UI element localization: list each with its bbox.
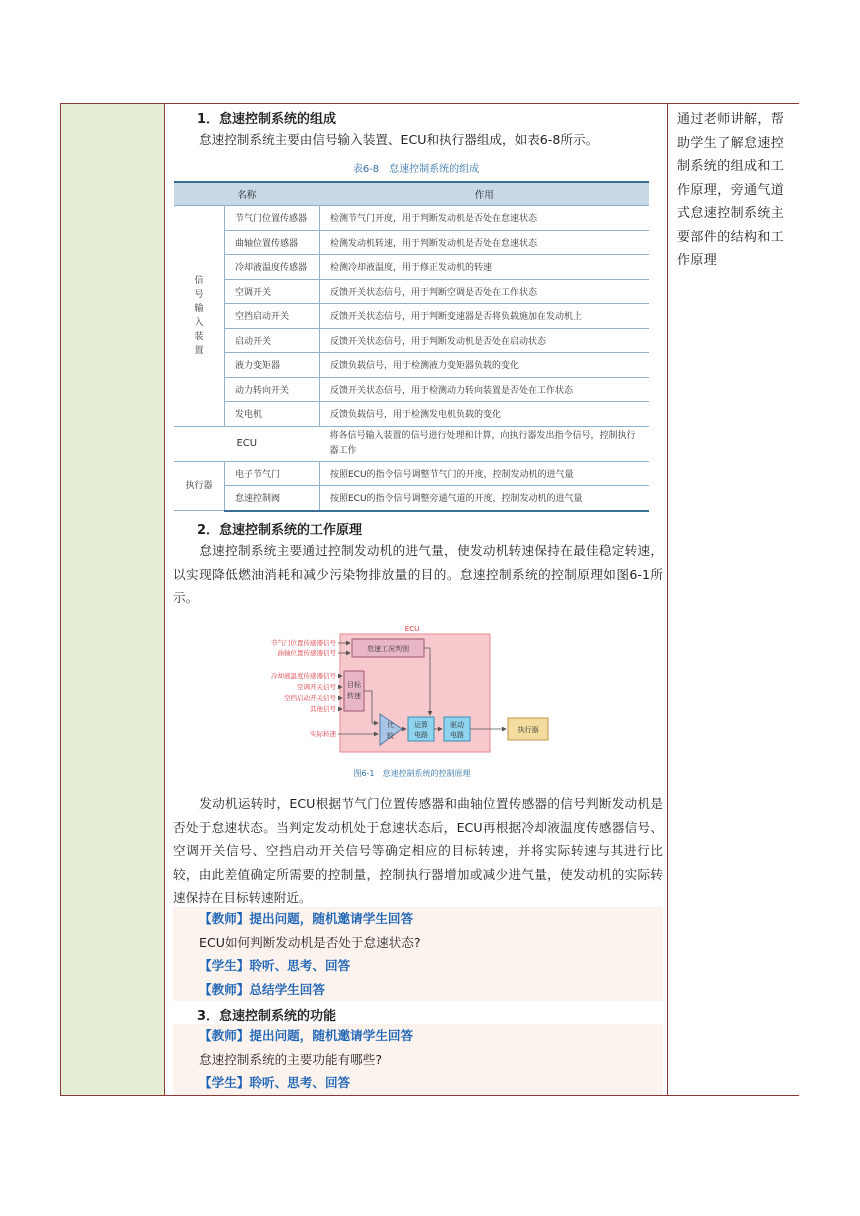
input-label: 其他信号 bbox=[310, 705, 336, 713]
lesson-frame bbox=[60, 103, 799, 1096]
student-response: 【学生】聆听、思考、回答 bbox=[199, 1075, 351, 1090]
target-speed-box bbox=[344, 671, 364, 711]
drive-text-1: 驱动 bbox=[450, 721, 464, 729]
row-name: 怠速控制阀 bbox=[225, 486, 320, 511]
row-func: 反馈开关状态信号，用于判断变速器是否将负载施加在发动机上 bbox=[320, 304, 650, 329]
target-speed-text-1: 目标 bbox=[347, 681, 361, 689]
teacher-summary: 【教师】总结学生回答 bbox=[199, 981, 325, 997]
table-row bbox=[174, 486, 649, 511]
row-func: 反馈负载信号，用于检测发电机负载的变化 bbox=[320, 402, 650, 427]
figure-caption: 图6-1 怠速控制系统的控制原理 bbox=[353, 769, 471, 778]
row-name: 电子节气门 bbox=[225, 461, 320, 486]
section1-intro: 怠速控制系统主要由信号输入装置、ECU和执行器组成，如表6-8所示。 bbox=[199, 132, 599, 147]
row-func: 按照ECU的指令信号调整旁通气道的开度，控制发动机的进气量 bbox=[320, 486, 650, 511]
row-name: 液力变矩器 bbox=[225, 353, 320, 378]
section2-heading: 2．怠速控制系统的工作原理 bbox=[197, 523, 363, 538]
row-func: 反馈开关状态信号，用于检测动力转向装置是否处在工作状态 bbox=[320, 377, 650, 402]
table-row bbox=[174, 206, 649, 231]
target-speed-text-2: 转速 bbox=[347, 692, 361, 700]
row-name: 发电机 bbox=[225, 402, 320, 427]
compare-text-1: 比 bbox=[387, 721, 394, 729]
left-column bbox=[61, 104, 165, 1095]
row-func: 反馈负载信号，用于检测液力变矩器负载的变化 bbox=[320, 353, 650, 378]
row-func: 检测冷却液温度，用于修正发动机的转速 bbox=[320, 255, 650, 280]
row-func: 检测发动机转速，用于判断发动机是否处在怠速状态 bbox=[320, 230, 650, 255]
question-text: ECU如何判断发动机是否处于怠速状态? bbox=[199, 934, 421, 950]
group-input-label: 信号输入装置 bbox=[174, 206, 225, 427]
qa-block-1 bbox=[173, 907, 663, 1001]
row-name: 动力转向开关 bbox=[225, 377, 320, 402]
section2-para1: 怠速控制系统主要通过控制发动机的进气量，使发动机转速保持在最佳稳定转速，以实现降低燃油消耗和减少污染物排放量的目的。怠速控制系统的控制原理如图6-1所示。 bbox=[173, 543, 663, 605]
table-row-ecu bbox=[174, 426, 649, 461]
row-func: 反馈开关状态信号，用于判断发动机是否处在启动状态 bbox=[320, 328, 650, 353]
table-row bbox=[174, 402, 649, 427]
idle-control-table bbox=[174, 181, 649, 512]
row-name: 曲轴位置传感器 bbox=[225, 230, 320, 255]
table-row bbox=[174, 377, 649, 402]
section1-heading: 1．怠速控制系统的组成 bbox=[197, 112, 337, 127]
table-header-name: 名称 bbox=[174, 182, 320, 206]
table-row bbox=[174, 461, 649, 486]
idle-judge-text: 怠速工况判别 bbox=[367, 645, 409, 653]
teaching-note: 通过老师讲解，帮助学生了解怠速控制系统的组成和工作原理，旁通气道式怠速控制系统主要部件的结构和工作原理 bbox=[677, 112, 785, 268]
table-row bbox=[174, 353, 649, 378]
right-column-notes bbox=[667, 104, 800, 1095]
row-name: 空挡启动开关 bbox=[225, 304, 320, 329]
table-header-function: 作用 bbox=[320, 182, 650, 206]
teacher-question: 【教师】提出问题，随机邀请学生回答 bbox=[199, 1028, 414, 1043]
drive-text-2: 电路 bbox=[450, 731, 464, 739]
section2-para2: 发动机运转时，ECU根据节气门位置传感器和曲轴位置传感器的信号判断发动机是否处于怠速状态。当判定发动机处于怠速状态后，ECU再根据冷却液温度传感器信号、空调开关信号、空挡启动开关信号等确定相应的目标转速，并将实际转速与其进行比较，由此差值确定所需要的控制量，控制执行器增加或减少进气量，使发动机的实际转速保持在目标转速附近。 bbox=[173, 796, 663, 905]
qa-block-2 bbox=[173, 1024, 663, 1095]
section3-heading: 3．怠速控制系统的功能 bbox=[197, 1009, 337, 1024]
input-label: 实际转速 bbox=[310, 730, 336, 738]
row-name: 节气门位置传感器 bbox=[225, 206, 320, 231]
table-row bbox=[174, 255, 649, 280]
control-principle-diagram bbox=[250, 619, 580, 779]
ecu-label: ECU bbox=[404, 625, 420, 633]
table-caption: 表6-8 怠速控制系统的组成 bbox=[352, 164, 480, 175]
row-name: 空调开关 bbox=[225, 279, 320, 304]
row-func: 按照ECU的指令信号调整节气门的开度，控制发动机的进气量 bbox=[320, 461, 650, 486]
input-label: 节气门位置传感器信号 bbox=[271, 639, 336, 647]
actuator-text: 执行器 bbox=[517, 726, 539, 734]
main-column bbox=[165, 104, 667, 1095]
table-row bbox=[174, 328, 649, 353]
table-row bbox=[174, 279, 649, 304]
input-label: 空调开关信号 bbox=[297, 683, 336, 691]
input-label: 冷却液温度传感器信号 bbox=[271, 672, 336, 680]
student-response: 【学生】聆听、思考、回答 bbox=[199, 958, 351, 973]
question-text: 怠速控制系统的主要功能有哪些? bbox=[199, 1051, 382, 1067]
table-row bbox=[174, 304, 649, 329]
row-func: 反馈开关状态信号，用于判断空调是否处在工作状态 bbox=[320, 279, 650, 304]
calc-text-1: 运算 bbox=[414, 721, 428, 729]
input-label: 空挡启动开关信号 bbox=[284, 694, 336, 702]
input-label: 曲轴位置传感器信号 bbox=[277, 649, 336, 657]
compare-text-2: 较 bbox=[387, 732, 394, 740]
row-name: 启动开关 bbox=[225, 328, 320, 353]
row-name: 冷却液温度传感器 bbox=[225, 255, 320, 280]
teacher-question: 【教师】提出问题，随机邀请学生回答 bbox=[199, 911, 414, 926]
ecu-func: 将各信号输入装置的信号进行处理和计算，向执行器发出指令信号，控制执行器工作 bbox=[320, 426, 650, 461]
table-row bbox=[174, 230, 649, 255]
group-actuator-label: 执行器 bbox=[174, 461, 225, 511]
calc-text-2: 电路 bbox=[414, 731, 428, 739]
row-func: 检测节气门开度，用于判断发动机是否处在怠速状态 bbox=[320, 206, 650, 231]
ecu-name: ECU bbox=[174, 426, 320, 461]
